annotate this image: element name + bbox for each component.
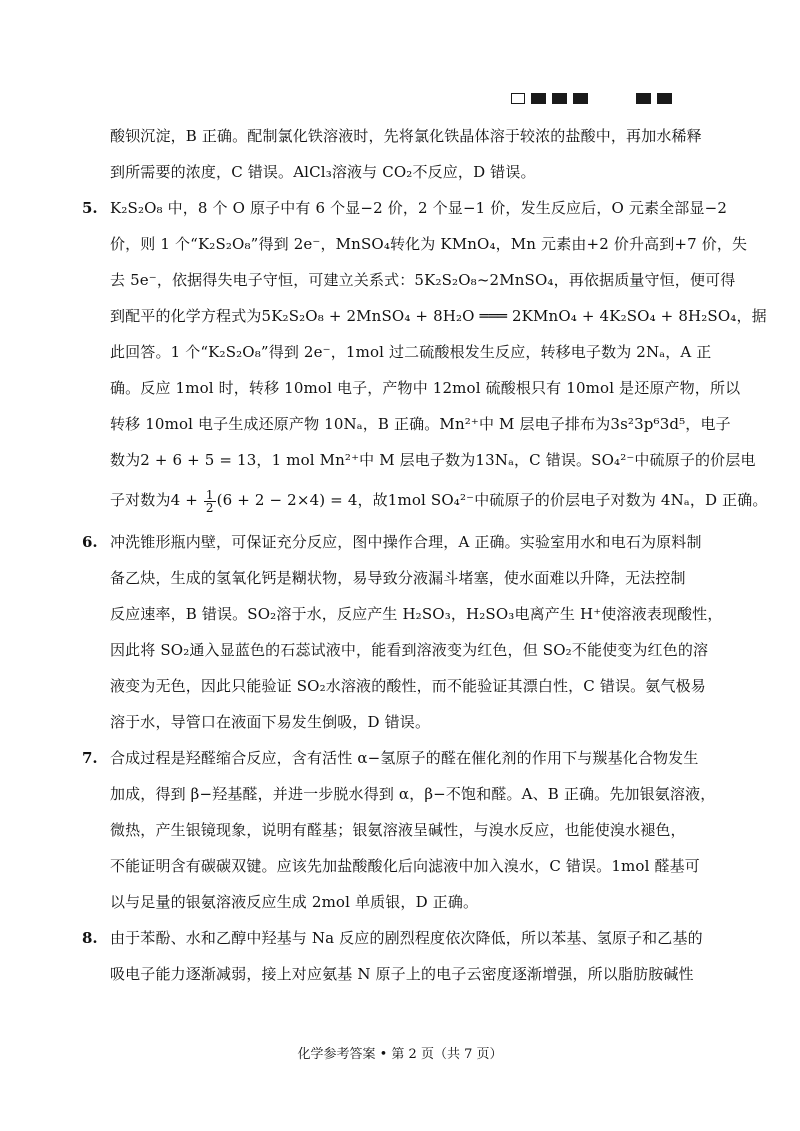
- solid-square-mark: [636, 93, 651, 104]
- formula-line: [110, 486, 768, 515]
- text-line: 价，则 1 个“K₂S₂O₈”得到 2e⁻，MnSO₄转化为 KMnO₄，Mn 元素由+2 价升高到+7 价，失: [110, 235, 748, 253]
- hollow-square-mark: [511, 93, 525, 104]
- text-line: 加成，得到 β−羟基醛，并进一步脱水得到 α，β−不饱和醛。A、B 正确。先加银氨溶液，: [110, 785, 716, 803]
- text-line: 以与足量的银氨溶液反应生成 2mol 单质银，D 正确。: [110, 893, 479, 911]
- answer-item-6: [82, 532, 723, 732]
- text-line: 合成过程是羟醛缩合反应，含有活性 α−氢原子的醛在催化剂的作用下与羰基化合物发生: [110, 749, 699, 767]
- text-line: K₂S₂O₈ 中，8 个 O 原子中有 6 个显−2 价，2 个显−1 价，发生反应后，O 元素全部显−2: [110, 199, 728, 217]
- text-line: 到所需要的浓度，C 错误。AlCl₃溶液与 CO₂不反应，D 错误。: [110, 163, 536, 181]
- text-line: 因此将 SO₂通入显蓝色的石蕊试液中，能看到溶液变为红色，但 SO₂不能使变为红色的溶: [110, 641, 709, 659]
- text-line: 吸电子能力逐渐减弱，接上对应氨基 N 原子上的电子云密度逐渐增强，所以脂肪胺碱性: [110, 965, 694, 983]
- fraction: [204, 489, 216, 514]
- item-number: 7.: [82, 749, 98, 767]
- text-line: 去 5e⁻，依据得失电子守恒，可建立关系式：5K₂S₂O₈~2MnSO₄，再依据质量守恒，便可得: [110, 271, 736, 289]
- text-line: 酸钡沉淀，B 正确。配制氯化铁溶液时，先将氯化铁晶体溶于较浓的盐酸中，再加水稀释: [110, 127, 702, 145]
- text-line: 确。反应 1mol 时，转移 10mol 电子，产物中 12mol 硫酸根只有 10mol 是还原产物，所以: [110, 379, 741, 397]
- text-line: 数为2 + 6 + 5 = 13，1 mol Mn²⁺中 M 层电子数为13Nₐ，C 错误。SO₄²⁻中硫原子的价层电: [110, 451, 756, 469]
- text-line: 此回答。1 个“K₂S₂O₈”得到 2e⁻，1mol 过二硫酸根发生反应，转移电子数为 2Nₐ，A 正: [110, 343, 712, 361]
- text-line: 微热，产生银镜现象，说明有醛基；银氨溶液呈碱性，与溴水反应，也能使溴水褪色，: [110, 821, 686, 839]
- text-line: 转移 10mol 电子生成还原产物 10Nₐ，B 正确。Mn²⁺中 M 层电子排布为3s²3p⁶3d⁵，电子: [110, 415, 731, 433]
- item-number: 8.: [82, 929, 98, 947]
- formula-before: 子对数为4 +: [110, 491, 203, 509]
- answer-item-7: [82, 748, 716, 912]
- page-footer: 化学参考答案 • 第 2 页（共 7 页）: [297, 1047, 503, 1062]
- text-line: 液变为无色，因此只能验证 SO₂水溶液的酸性，而不能验证其漂白性，C 错误。氨气极易: [110, 677, 706, 695]
- solid-square-mark: [657, 93, 672, 104]
- fraction-denominator: 2: [205, 500, 214, 515]
- text-line: 溶于水，导管口在液面下易发生倒吸，D 错误。: [110, 713, 431, 731]
- fraction-numerator: 1: [205, 487, 214, 502]
- corner-marks: [511, 93, 672, 104]
- answer-item-8: [82, 928, 703, 984]
- answer-content: [82, 126, 768, 1000]
- text-line: 由于苯酚、水和乙醇中羟基与 Na 反应的剧烈程度依次降低，所以苯基、氢原子和乙基的: [110, 929, 703, 947]
- formula-after: (6 + 2 − 2×4) = 4，故1mol SO₄²⁻中硫原子的价层电子对数为 4Nₐ，D 正确。: [216, 491, 768, 509]
- text-line: 冲洗锥形瓶内壁，可保证充分反应，图中操作合理，A 正确。实验室用水和电石为原料制: [110, 533, 702, 551]
- solid-square-mark: [531, 93, 546, 104]
- equation-line: 到配平的化学方程式为5K₂S₂O₈ + 2MnSO₄ + 8H₂O ═══ 2KMnO₄ + 4K₂SO₄ + 8H₂SO₄，据: [110, 307, 767, 325]
- item-number: 6.: [82, 533, 98, 551]
- solid-square-mark: [552, 93, 567, 104]
- solid-square-mark: [573, 93, 588, 104]
- text-line: 备乙炔，生成的氢氧化钙是糊状物，易导致分液漏斗堵塞，使水面难以升降，无法控制: [110, 569, 686, 587]
- text-line: 不能证明含有碳碳双键。应该先加盐酸酸化后向滤液中加入溴水，C 错误。1mol 醛基可: [110, 857, 700, 875]
- text-line: 反应速率，B 错误。SO₂溶于水，反应产生 H₂SO₃，H₂SO₃电离产生 H⁺使溶液表现酸性，: [110, 605, 723, 623]
- answer-item-5: [82, 198, 768, 515]
- item-number: 5.: [82, 199, 98, 217]
